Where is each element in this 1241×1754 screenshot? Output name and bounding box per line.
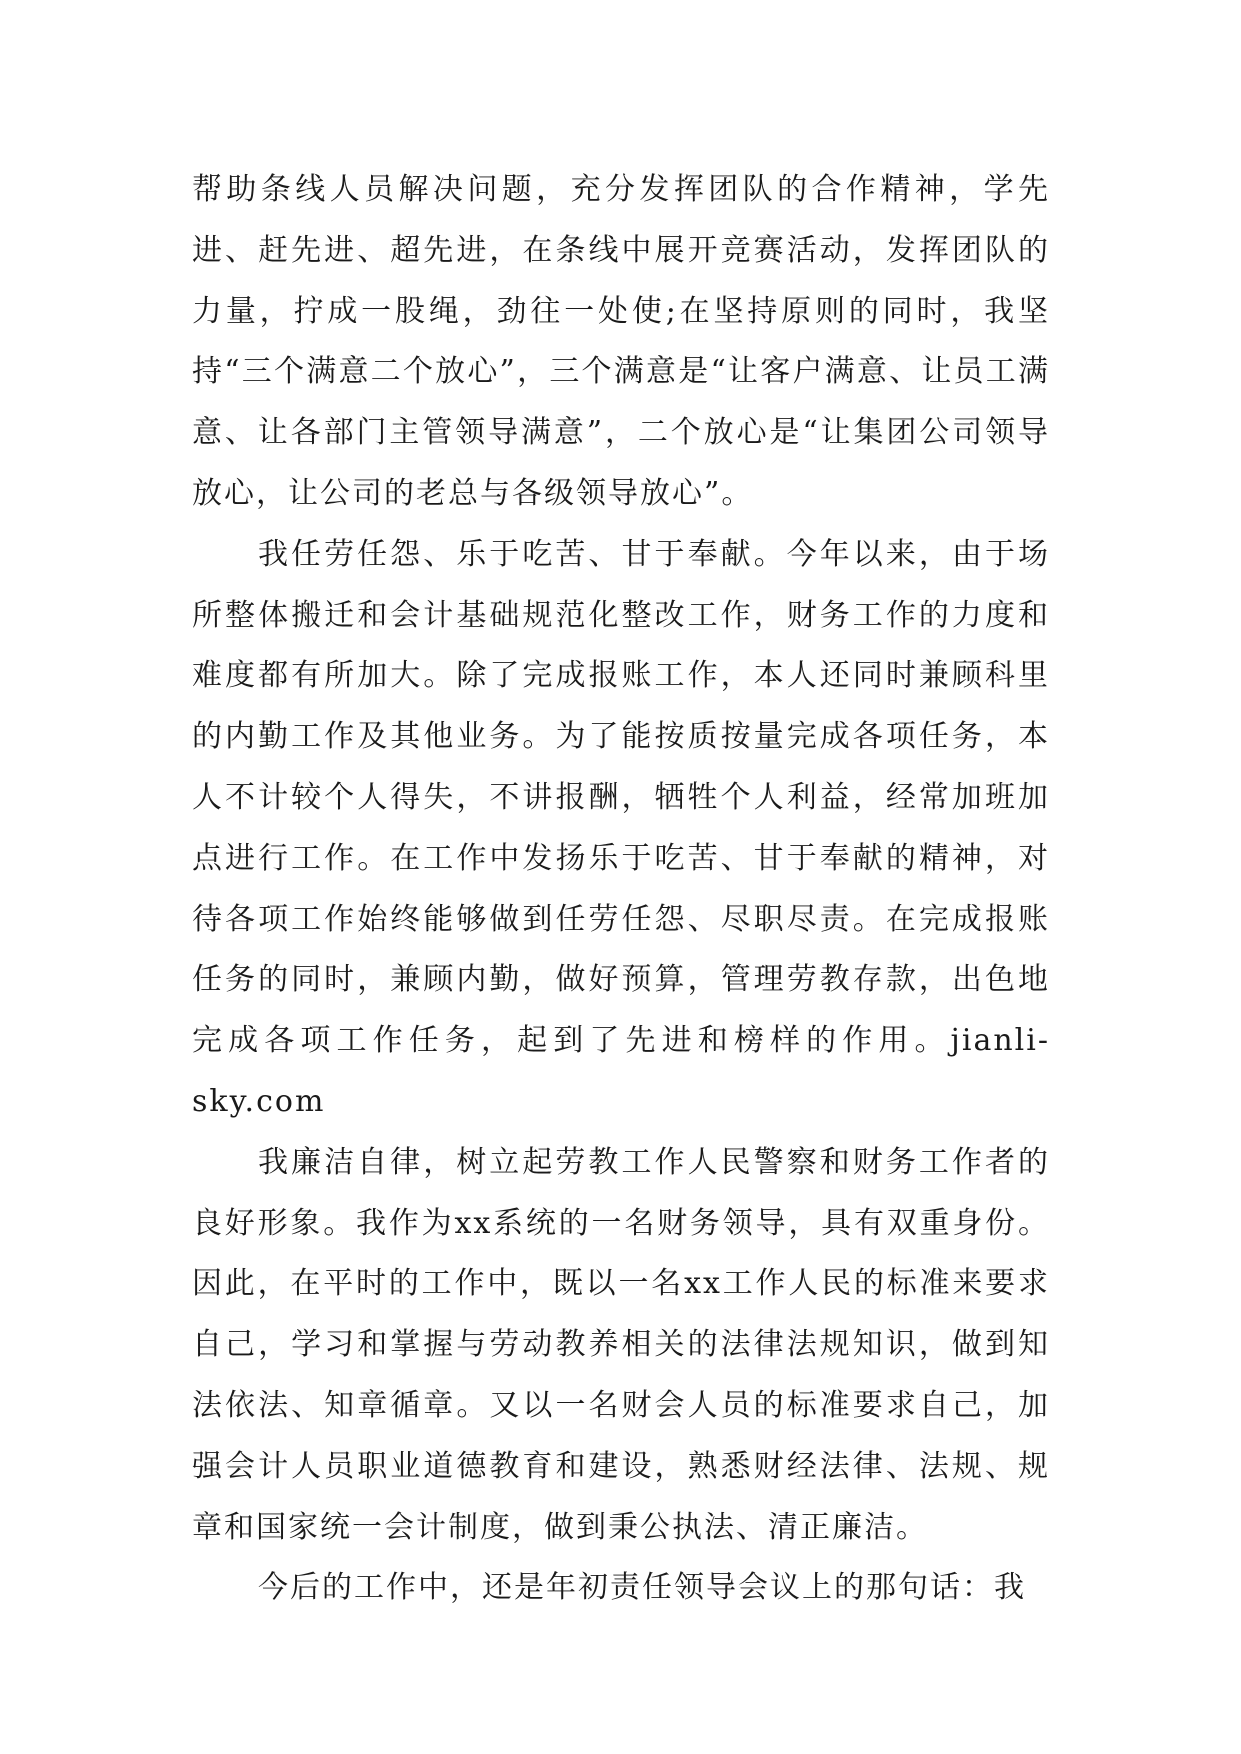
paragraph-4: 今后的工作中，还是年初责任领导会议上的那句话：我 <box>258 1570 1026 1606</box>
paragraph-2: 我任劳任怨、乐于吃苦、甘于奉献。今年以来，由于场所整体搬迁和会计基础规范化整改工作，财务工作的力度和难度都有所加大。除了完成报账工作，本人还同时兼顾科里的内勤工作及其他业务。为了能按质按量完成各项任务，本人不计较个人得失，不讲报酬，牺牲个人利益，经常加班加点进行工作。在工作中发扬乐于吃苦、甘于奉献的精神，对待各项工作始终能够做到任劳任怨、尽职尽责。在完成报账任务的同时，兼顾内勤，做好预算，管理劳教存款，出色地完成各项工作任务，起到了先进和榜样的作用。jianli-sky.com <box>192 536 1050 1119</box>
paragraph-3: 我廉洁自律，树立起劳教工作人民警察和财务工作者的良好形象。我作为xx系统的一名财务领导，具有双重身份。因此，在平时的工作中，既以一名xx工作人民的标准来要求自己，学习和掌握与劳动教养相关的法律法规知识，做到知法依法、知章循章。又以一名财会人员的标准要求自己，加强会计人员职业道德教育和建设，熟悉财经法律、法规、规章和国家统一会计制度，做到秉公执法、清正廉洁。 <box>192 1144 1050 1545</box>
paragraph-1: 帮助条线人员解决问题，充分发挥团队的合作精神，学先进、赶先进、超先进，在条线中展开竞赛活动，发挥团队的力量，拧成一股绳，劲往一处使;在坚持原则的同时，我坚持“三个满意二个放心”，三个满意是“让客户满意、让员工满意、让各部门主管领导满意”，二个放心是“让集团公司领导放心，让公司的老总与各级领导放心”。 <box>192 172 1050 511</box>
document-body <box>192 160 1050 1619</box>
